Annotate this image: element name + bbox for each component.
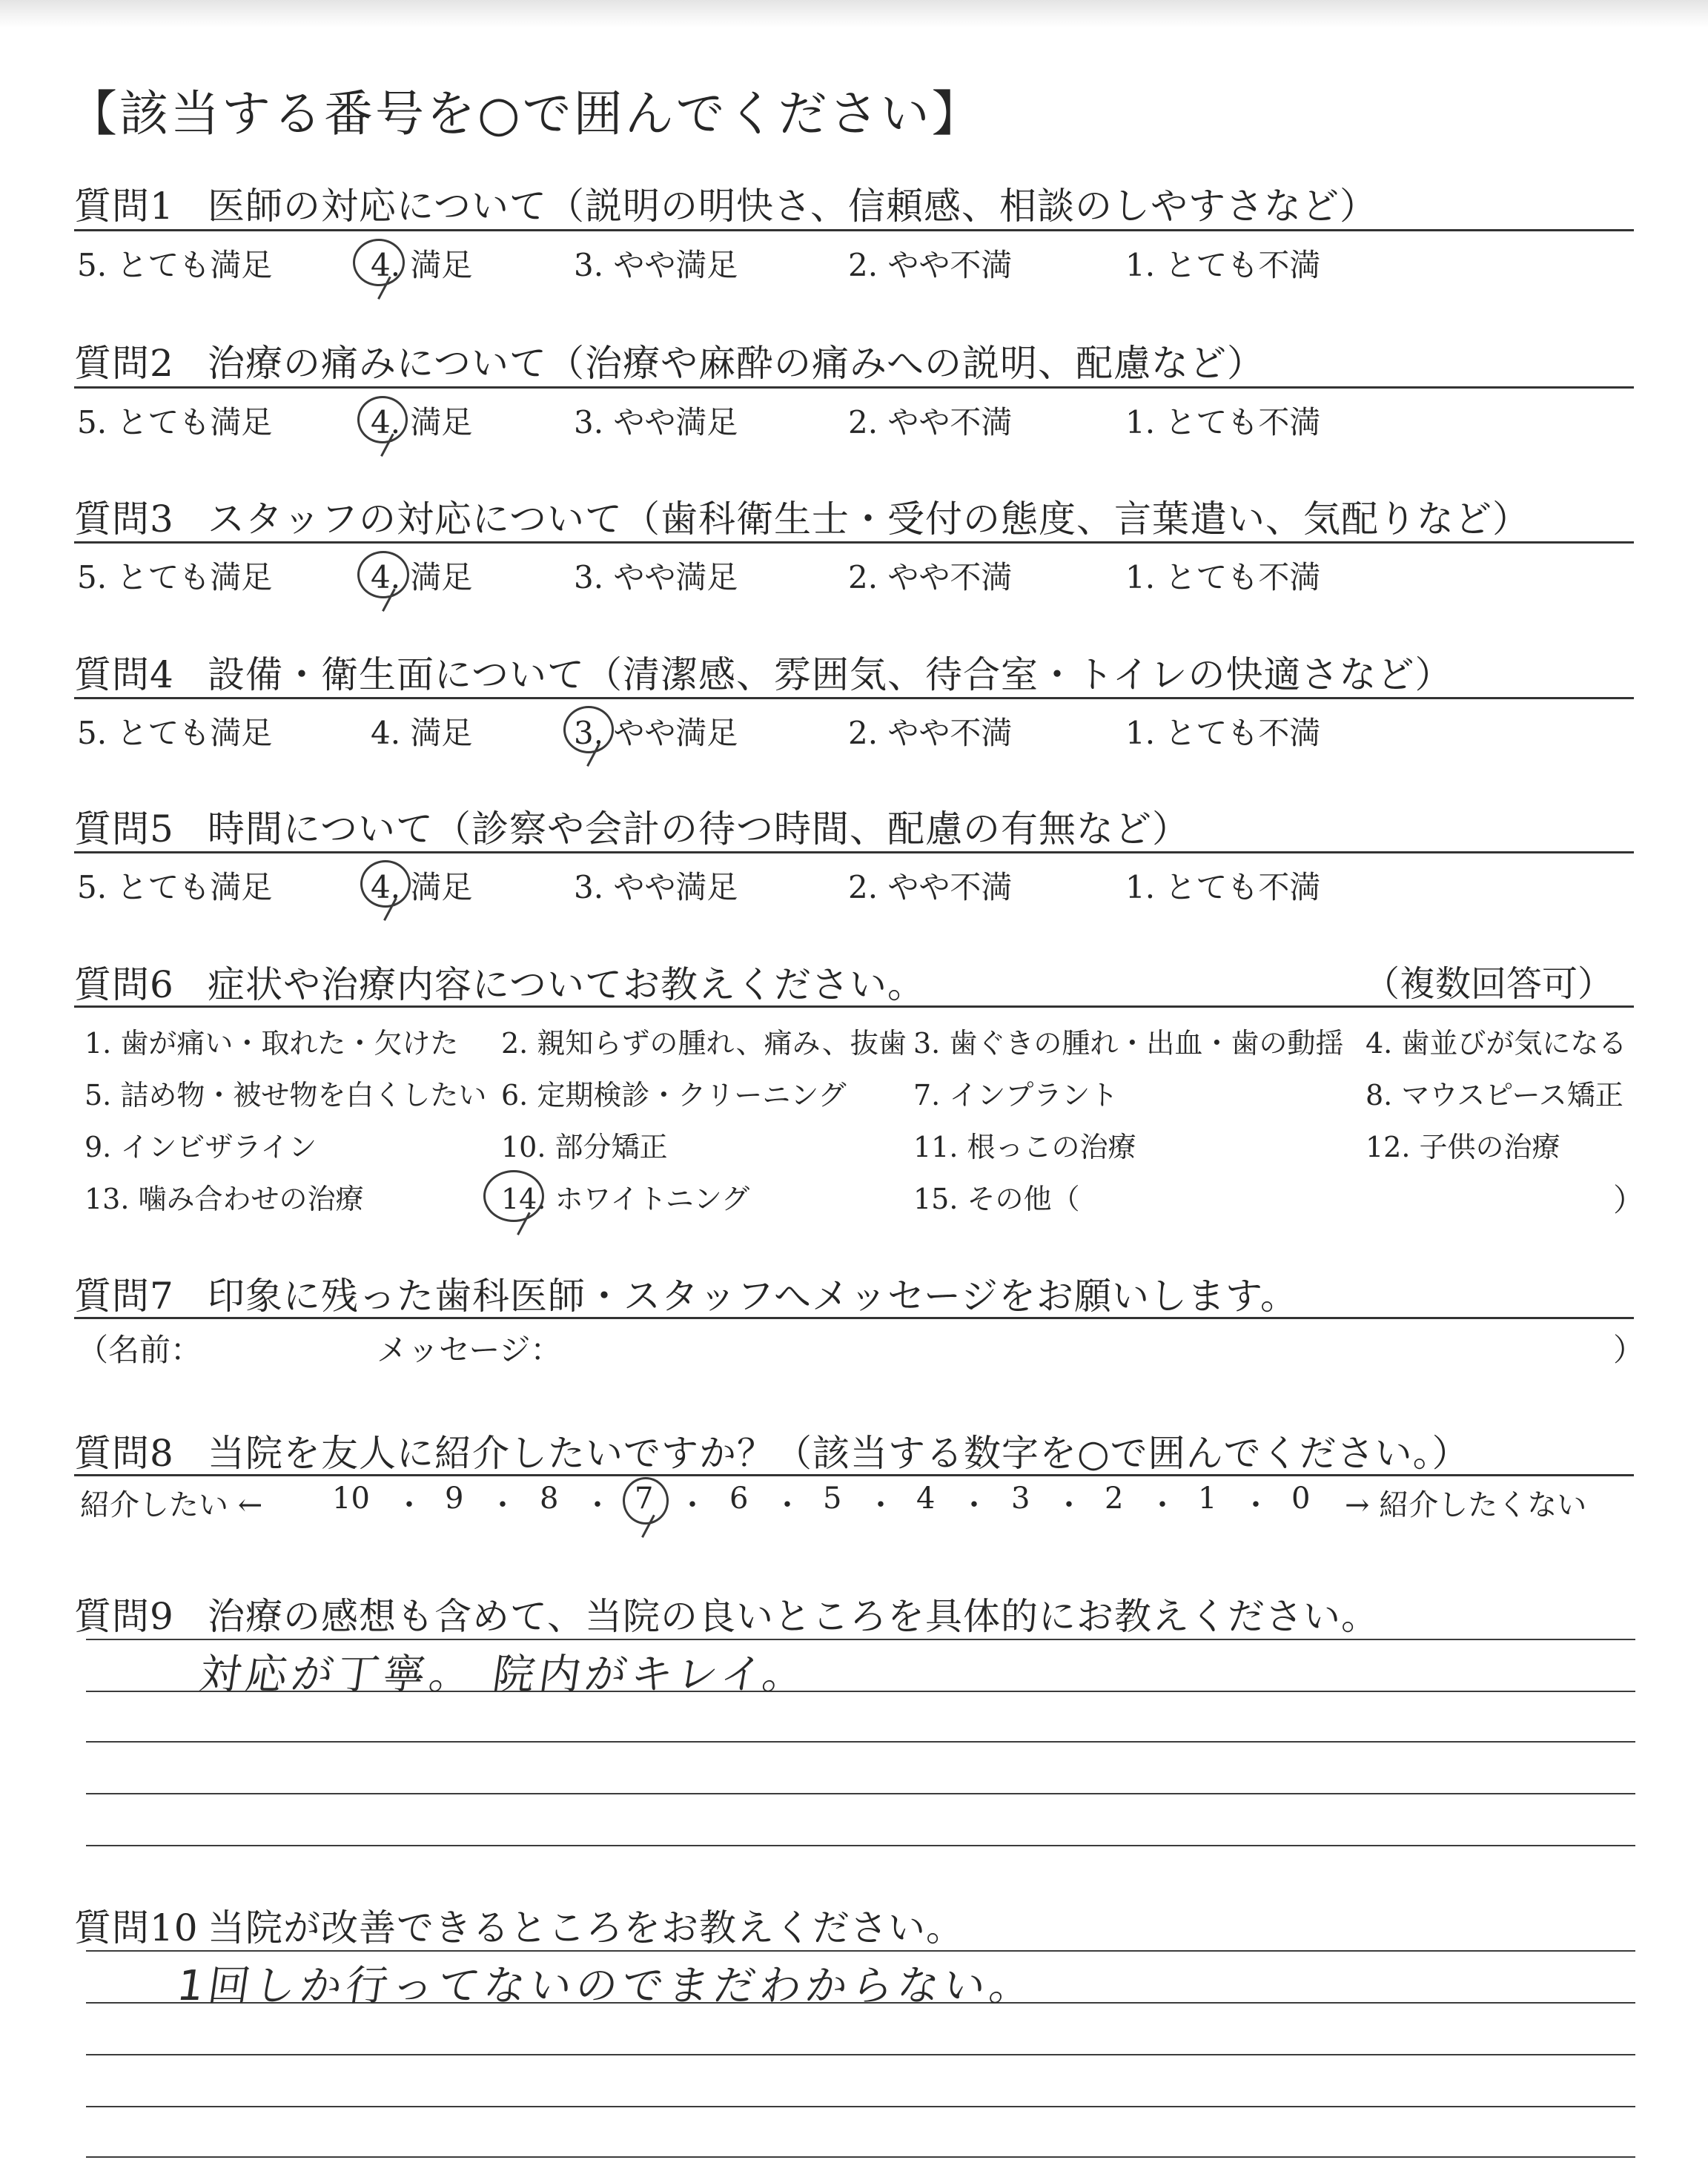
q8-separator: ・: [1148, 1488, 1177, 1522]
q1-option-5[interactable]: 5. とても満足: [77, 247, 273, 283]
q8-score-1[interactable]: 1: [1198, 1482, 1217, 1516]
q8-score-5[interactable]: 5: [823, 1482, 842, 1516]
q8-separator: ・: [866, 1488, 896, 1522]
question-number: 質問5: [74, 807, 174, 851]
q6-option-4[interactable]: 4. 歯並びが気になる: [1366, 1027, 1627, 1060]
q4-option-4[interactable]: 4. 満足: [371, 715, 473, 751]
q8-separator: ・: [959, 1488, 989, 1522]
question-2-rule: [74, 386, 1634, 389]
question-text: 時間について（診察や会計の待つ時間、配慮の有無など）: [208, 807, 1190, 851]
question-1-rule: [74, 229, 1634, 231]
q5-option-3[interactable]: 3. やや満足: [574, 869, 738, 905]
q6-option-11[interactable]: 11. 根っこの治療: [913, 1131, 1136, 1163]
question-2-title: [74, 334, 1265, 387]
q8-selection-circle: [623, 1477, 669, 1525]
q5-option-1[interactable]: 1. とても不満: [1125, 869, 1321, 905]
q3-selection-circle: [357, 551, 409, 598]
q6-option-13[interactable]: 13. 噛み合わせの治療: [85, 1183, 364, 1215]
q8-separator: ・: [772, 1488, 802, 1522]
q6-option-5[interactable]: 5. 詰め物・被せ物を白くしたい: [85, 1079, 487, 1112]
question-number: 質問8: [74, 1432, 174, 1475]
q4-selection-circle: [563, 706, 614, 753]
question-text: 治療の痛みについて（治療や麻酔の痛みへの説明、配慮など）: [208, 342, 1265, 385]
q10-write-line: [86, 2054, 1635, 2055]
q6-selection-circle: [483, 1170, 544, 1222]
q8-left-label: 紹介したい ←: [80, 1488, 263, 1522]
q8-score-2[interactable]: 2: [1105, 1482, 1124, 1516]
q2-option-2[interactable]: 2. やや不満: [848, 404, 1013, 440]
q8-separator: ・: [394, 1488, 424, 1522]
q6-option-6[interactable]: 6. 定期検診・クリーニング: [501, 1079, 847, 1112]
question-6-title: [74, 955, 925, 1008]
q1-option-1[interactable]: 1. とても不満: [1125, 247, 1321, 283]
q2-option-1[interactable]: 1. とても不満: [1125, 404, 1321, 440]
q9-handwritten-answer[interactable]: 対応が丁寧。 院内がキレイ。: [196, 1651, 812, 1699]
question-text: 当院が改善できるところをお教えください。: [208, 1906, 964, 1949]
question-text: スタッフの対応について（歯科衛生士・受付の態度、言葉遣い、気配りなど）: [208, 498, 1530, 541]
q2-selection-circle: [357, 396, 408, 443]
q6-option-15[interactable]: 15. その他（: [913, 1183, 1080, 1215]
q5-option-4[interactable]: 4. 満足: [371, 869, 473, 905]
q1-selection-circle: [353, 239, 405, 286]
q8-separator: ・: [583, 1488, 612, 1522]
question-9-title: [74, 1587, 1379, 1640]
question-3-title: [74, 489, 1530, 543]
question-4-title: [74, 645, 1453, 698]
q6-option-1[interactable]: 1. 歯が痛い・取れた・欠けた: [85, 1027, 459, 1060]
q6-option-12[interactable]: 12. 子供の治療: [1366, 1131, 1560, 1163]
q10-write-line: [86, 1950, 1635, 1952]
q7-name-label: （名前：: [77, 1332, 202, 1368]
q3-option-3[interactable]: 3. やや満足: [574, 559, 738, 595]
question-number: 質問7: [74, 1275, 174, 1318]
q8-right-label: → 紹介したくない: [1345, 1488, 1587, 1522]
q8-score-3[interactable]: 3: [1011, 1482, 1030, 1516]
page-heading: 【該当する番号を○で囲んでください】: [68, 85, 983, 142]
q4-option-5[interactable]: 5. とても満足: [77, 715, 273, 751]
multiple-answer-note: （複数回答可）: [1364, 963, 1614, 1005]
q8-separator: ・: [488, 1488, 517, 1522]
q6-option-2[interactable]: 2. 親知らずの腫れ、痛み、抜歯: [501, 1027, 907, 1060]
q7-close-paren: ）: [1613, 1332, 1645, 1368]
question-number: 質問1: [74, 185, 174, 228]
q6-option-8[interactable]: 8. マウスピース矯正: [1366, 1079, 1623, 1112]
question-number: 質問10: [74, 1906, 199, 1949]
question-text: 治療の感想も含めて、当院の良いところを具体的にお教えください。: [208, 1595, 1379, 1638]
question-text: 当院を友人に紹介したいですか？（該当する数字を○で囲んでください。）: [208, 1432, 1470, 1475]
q8-score-0[interactable]: 0: [1291, 1482, 1311, 1516]
question-text: 設備・衛生面について（清潔感、雰囲気、待合室・トイレの快適さなど）: [208, 653, 1453, 696]
question-text: 医師の対応について（説明の明快さ、信頼感、相談のしやすさなど）: [208, 185, 1377, 228]
question-7-title: [74, 1266, 1298, 1320]
q8-score-7[interactable]: 7: [635, 1482, 654, 1516]
q4-option-3[interactable]: 3. やや満足: [574, 715, 738, 751]
q8-score-10[interactable]: 10: [332, 1482, 370, 1516]
q7-message-label: メッセージ：: [377, 1332, 562, 1368]
q5-option-2[interactable]: 2. やや不満: [848, 869, 1013, 905]
q1-option-3[interactable]: 3. やや満足: [574, 247, 738, 283]
q9-write-line: [86, 1639, 1635, 1640]
q6-option-14[interactable]: 14. ホワイトニング: [501, 1183, 750, 1215]
q4-option-1[interactable]: 1. とても不満: [1125, 715, 1321, 751]
q8-score-4[interactable]: 4: [916, 1482, 936, 1516]
question-4-rule: [74, 697, 1634, 699]
q5-option-5[interactable]: 5. とても満足: [77, 869, 273, 905]
q9-write-line: [86, 1741, 1635, 1743]
scan-edge: [0, 0, 1708, 28]
question-7-rule: [74, 1317, 1634, 1319]
q8-score-8[interactable]: 8: [540, 1482, 559, 1516]
question-number: 質問6: [74, 963, 174, 1006]
q4-option-2[interactable]: 2. やや不満: [848, 715, 1013, 751]
question-text: 印象に残った歯科医師・スタッフへメッセージをお願いします。: [208, 1275, 1298, 1318]
q10-handwritten-answer[interactable]: 1回しか行ってないのでまだわからない。: [173, 1962, 1039, 2010]
q1-option-4[interactable]: 4. 満足: [371, 247, 473, 283]
question-number: 質問2: [74, 342, 174, 385]
q8-score-9[interactable]: 9: [445, 1482, 464, 1516]
q6-option-3[interactable]: 3. 歯ぐきの腫れ・出血・歯の動揺: [913, 1027, 1344, 1060]
q3-option-2[interactable]: 2. やや不満: [848, 559, 1013, 595]
q2-option-5[interactable]: 5. とても満足: [77, 404, 273, 440]
q10-write-line: [86, 2106, 1635, 2107]
q8-separator: ・: [1241, 1488, 1271, 1522]
q8-separator: ・: [678, 1488, 707, 1522]
question-number: 質問3: [74, 498, 174, 541]
question-3-rule: [74, 541, 1634, 544]
question-number: 質問4: [74, 653, 174, 696]
question-6-rule: [74, 1005, 1634, 1008]
q6-option-9[interactable]: 9. インビザライン: [85, 1131, 317, 1163]
question-5-title: [74, 799, 1190, 853]
question-1-title: [74, 176, 1377, 230]
q1-option-2[interactable]: 2. やや不満: [848, 247, 1013, 283]
question-10-title: [74, 1898, 964, 1952]
q6-other-close-paren: ）: [1613, 1182, 1645, 1218]
q3-option-4[interactable]: 4. 満足: [371, 559, 473, 595]
q3-option-1[interactable]: 1. とても不満: [1125, 559, 1321, 595]
question-8-title: [74, 1424, 1470, 1477]
q6-option-7[interactable]: 7. インプラント: [913, 1079, 1119, 1112]
q3-option-5[interactable]: 5. とても満足: [77, 559, 273, 595]
question-8-rule: [74, 1474, 1634, 1476]
q2-option-4[interactable]: 4. 満足: [371, 404, 473, 440]
question-number: 質問9: [74, 1595, 174, 1638]
q8-separator: ・: [1054, 1488, 1084, 1522]
q9-write-line: [86, 1793, 1635, 1794]
q5-selection-circle: [360, 860, 411, 908]
q8-score-6[interactable]: 6: [729, 1482, 749, 1516]
question-5-rule: [74, 851, 1634, 853]
question-text: 症状や治療内容についてお教えください。: [208, 963, 925, 1006]
q10-write-line: [86, 2156, 1635, 2158]
q9-write-line: [86, 1845, 1635, 1846]
q2-option-3[interactable]: 3. やや満足: [574, 404, 738, 440]
q6-option-10[interactable]: 10. 部分矯正: [501, 1131, 668, 1163]
